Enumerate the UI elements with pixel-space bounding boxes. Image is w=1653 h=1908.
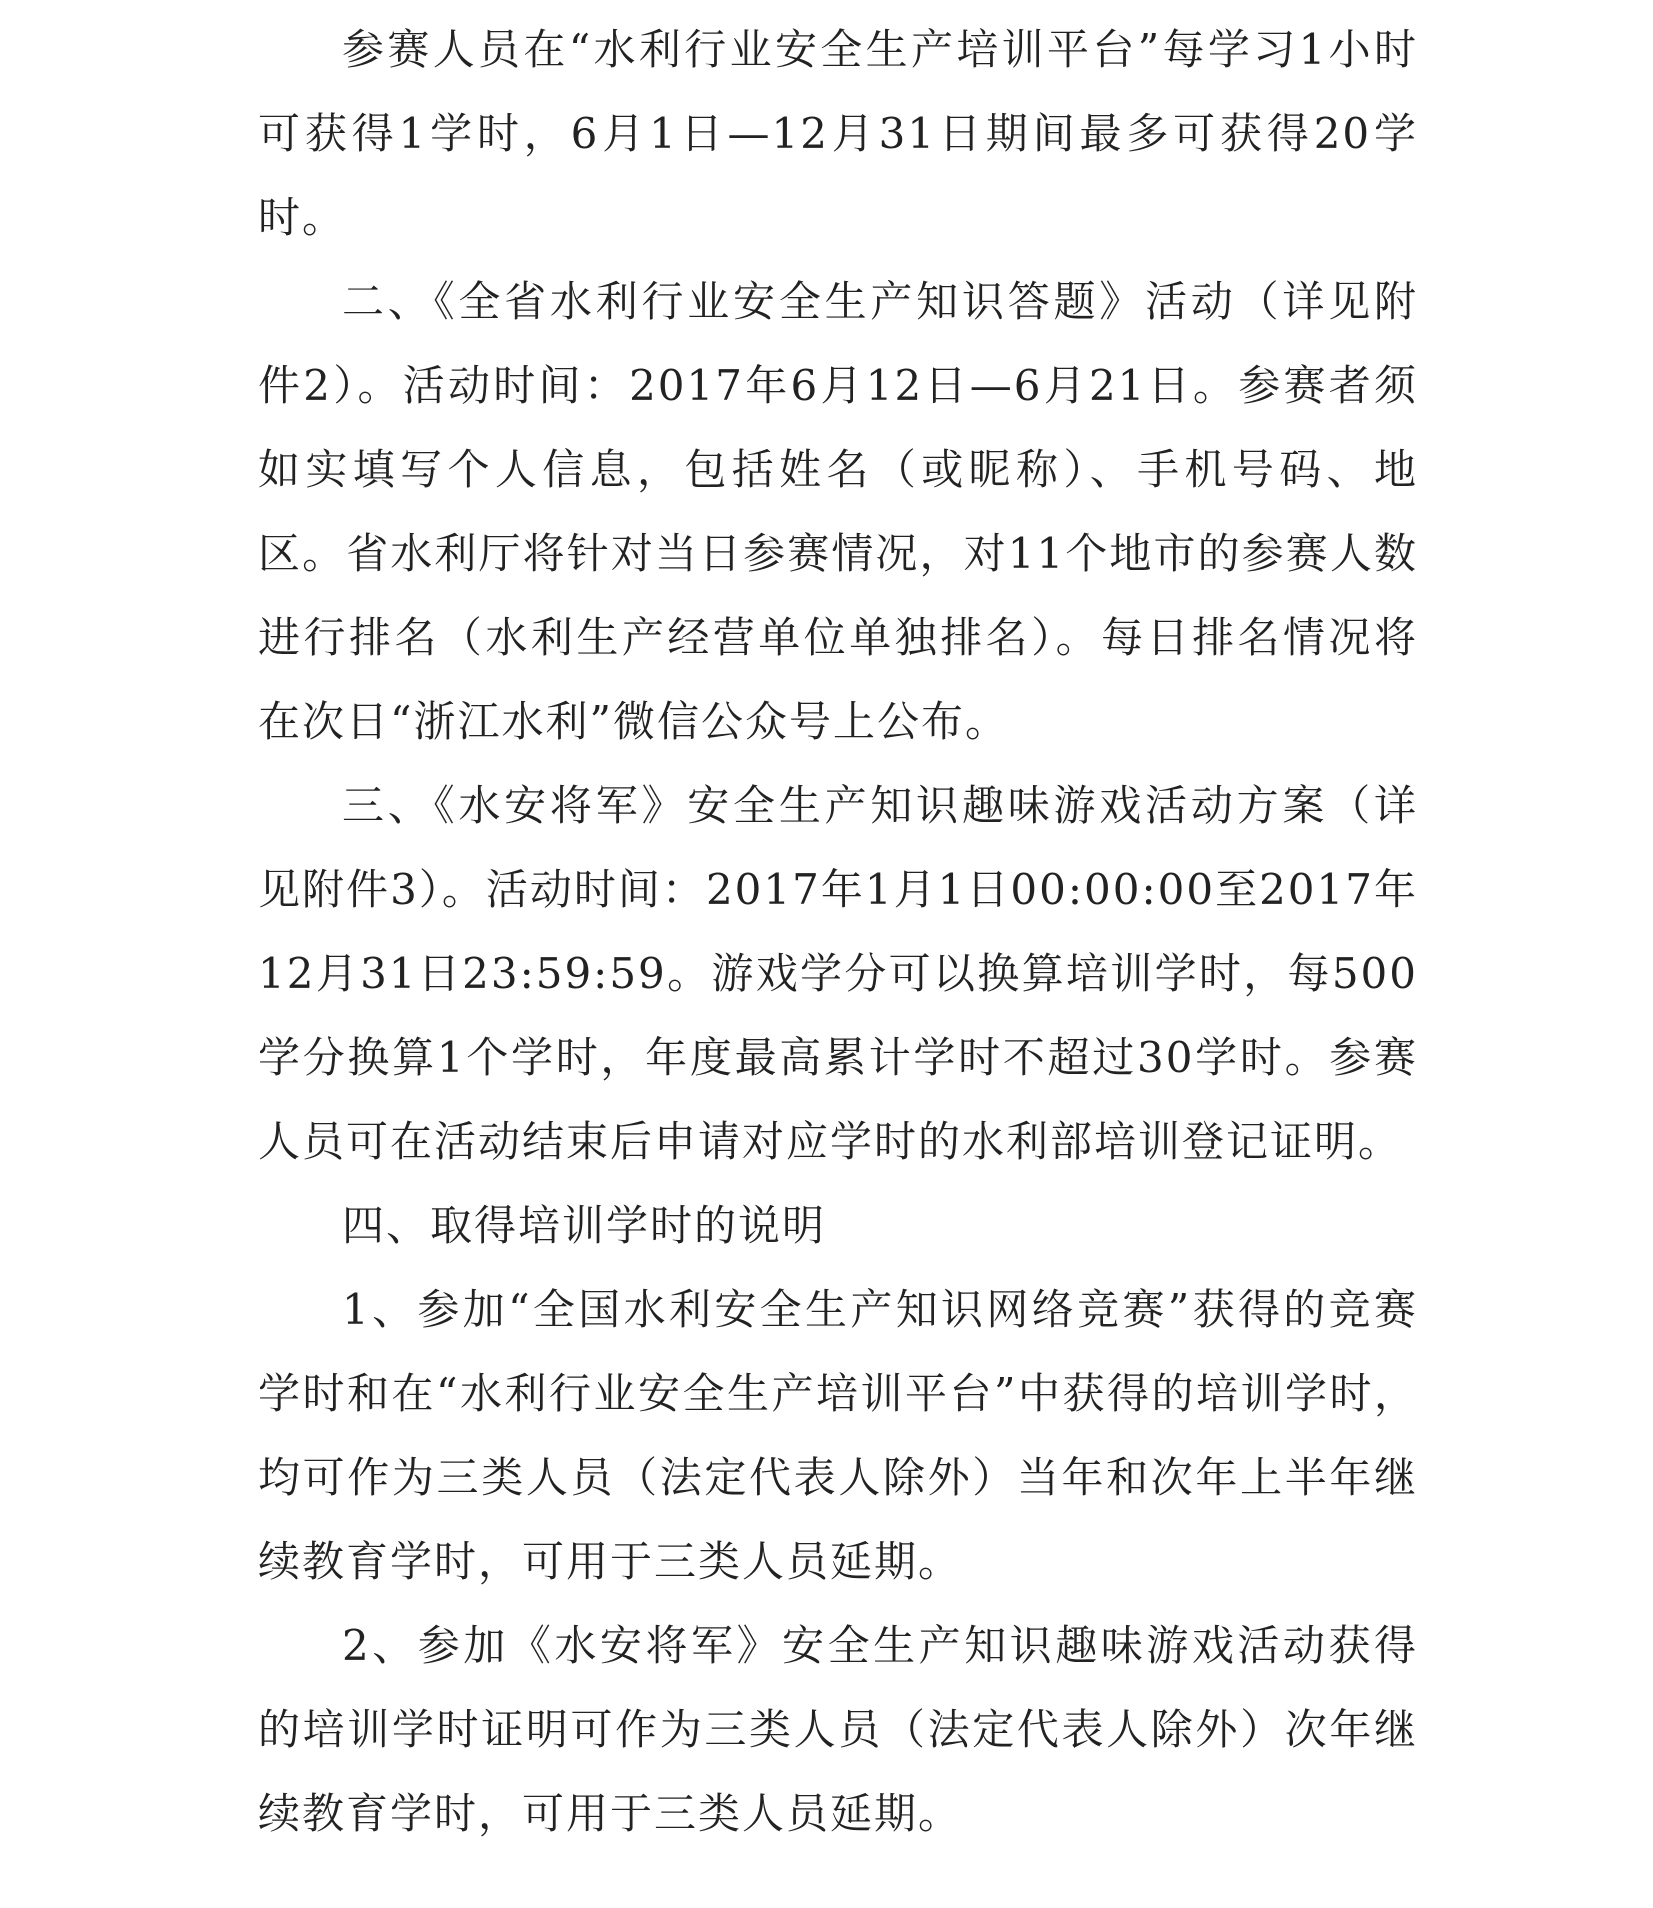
paragraph-study-hours: 参赛人员在“水利行业安全生产培训平台”每学习1小时可获得1学时，6月1日—12月31日期间最多可获得20学时。 xyxy=(258,25,1418,242)
paragraph-item-two: 2、参加《水安将军》安全生产知识趣味游戏活动获得的培训学时证明可作为三类人员（法定代表人除外）次年继续教育学时，可用于三类人员延期。 xyxy=(258,1621,1418,1838)
paragraph-section-two: 二、《全省水利行业安全生产知识答题》活动（详见附件2）。活动时间：2017年6月12日—6月21日。参赛者须如实填写个人信息，包括姓名（或昵称）、手机号码、地区。省水利厅将针对当日参赛情况，对11个地市的参赛人数进行排名（水利生产经营单位单独排名）。每日排名情况将在次日“浙江水利”微信公众号上公布。 xyxy=(258,277,1418,746)
document-body xyxy=(258,8,1418,1856)
paragraph-item-one: 1、参加“全国水利安全生产知识网络竞赛”获得的竞赛学时和在“水利行业安全生产培训平台”中获得的培训学时，均可作为三类人员（法定代表人除外）当年和次年上半年继续教育学时，可用于三类人员延期。 xyxy=(258,1285,1418,1586)
section-heading-four: 四、取得培训学时的说明 xyxy=(342,1201,827,1250)
paragraph-section-three: 三、《水安将军》安全生产知识趣味游戏活动方案（详见附件3）。活动时间：2017年1月1日00:00:00至2017年12月31日23:59:59。游戏学分可以换算培训学时，每500学分换算1个学时，年度最高累计学时不超过30学时。参赛人员可在活动结束后申请对应学时的水利部培训登记证明。 xyxy=(258,781,1418,1166)
